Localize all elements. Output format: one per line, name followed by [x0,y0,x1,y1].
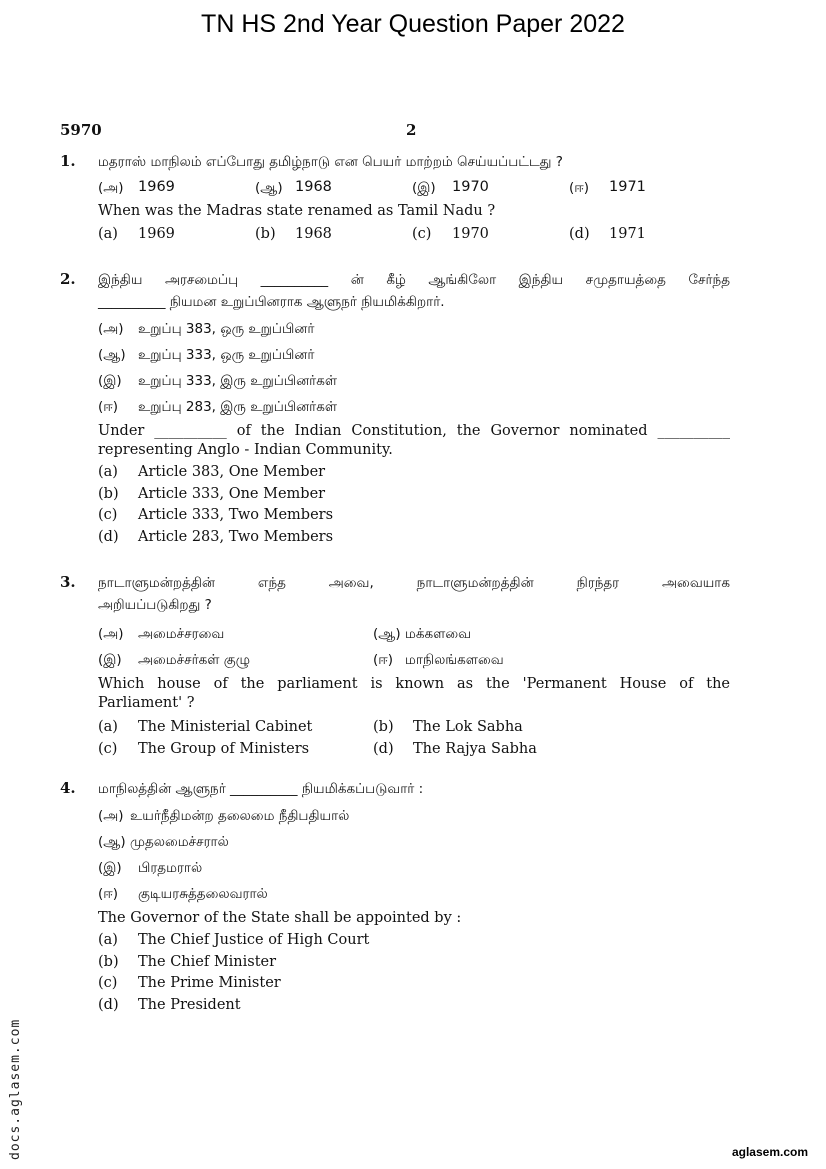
option-label: (b) [98,485,119,502]
option-label: (d) [98,996,119,1013]
option-label: (a) [98,464,118,480]
options-english [98,930,730,1016]
option-text: 1969 [138,226,175,242]
option-label: (a) [98,226,118,242]
option-text: 1968 [295,226,332,242]
options-tamil [98,178,730,198]
option [98,394,730,420]
option [98,855,730,881]
options-english [98,462,730,548]
option [98,462,730,484]
option [373,621,648,647]
question-stem-tamil: இந்திய அரசமைப்பு __________ ன் கீழ் ஆங்கிலோ இந்திய சமுதாயத்தை சேர்ந்த [98,272,730,288]
option-label: (இ) [98,652,122,668]
option-text: The Rajya Sabha [413,740,537,757]
option [98,881,730,907]
option-text: The Ministerial Cabinet [138,719,313,735]
options-tamil [98,803,730,907]
option-label: (ஈ) [98,399,119,415]
option-text: Article 283, Two Members [138,528,334,545]
option-label: (இ) [98,860,122,876]
side-watermark: docs.aglasem.com [8,1018,23,1160]
option-label: (அ) [98,808,124,824]
option-text: உறுப்பு 383, ஒரு உறுப்பினர் [138,321,315,337]
question-stem-tamil: மதராஸ் மாநிலம் எப்போது தமிழ்நாடு என பெயர் மாற்றம் செய்யப்பட்டது ? [98,154,563,170]
option-text: மாநிலங்களவை [405,652,504,668]
option-text: 1968 [295,179,332,195]
option-text: பிரதமரால் [138,860,203,876]
options-english [98,225,730,244]
option-label: (இ) [98,373,122,389]
brand-footer: aglasem.com [731,1145,808,1159]
option-text: The Group of Ministers [138,740,310,757]
option [98,995,730,1017]
option [98,717,373,739]
option-label: (ஆ) [98,834,126,850]
options-english-row-2 [98,739,730,761]
option-text: குடியரசுத்தலைவரால் [138,886,268,902]
option-text: 1969 [138,179,175,195]
question-stem-english-cont: Parliament' ? [98,695,195,711]
option-label: (a) [98,719,118,735]
question-stem-english: Which house of the parliament is known as the 'Permanent House of the [98,676,730,692]
paper-code: 5970 [60,121,102,139]
option [373,717,648,739]
option [98,316,730,342]
option-label: (ஈ) [569,180,590,196]
option-text: மக்களவை [405,626,472,642]
question-number: 3. [60,573,76,591]
option-text: 1971 [609,226,646,242]
question-3 [60,573,730,760]
option [373,739,648,761]
option-text: Article 333, Two Members [138,507,334,523]
option [98,647,373,673]
option [98,342,730,368]
option [373,647,648,673]
option-text: உயர்நீதிமன்ற தலைமை நீதிபதியால் [130,808,350,824]
option [98,225,255,244]
question-stem-english: When was the Madras state renamed as Tamil Nadu ? [98,203,496,219]
option-label: (d) [98,528,119,545]
option-label: (அ) [98,321,124,337]
question-stem-tamil: நாடாளுமன்றத்தின் எந்த அவை, நாடாளுமன்றத்தின் நிரந்தர அவையாக [98,575,730,591]
option [98,739,373,761]
question-number: 4. [60,779,76,797]
question-number: 2. [60,270,76,288]
option-text: Article 333, One Member [138,485,326,502]
option-label: (அ) [98,180,124,196]
question-2 [60,270,730,548]
question-4 [60,779,730,1016]
option-text: The Lok Sabha [413,719,523,735]
page-title: TN HS 2nd Year Question Paper 2022 [201,10,625,38]
option-label: (d) [373,740,394,757]
option-label: (c) [412,226,432,242]
option-label: (c) [98,975,118,991]
option-text: Article 383, One Member [138,464,326,480]
page-number: 2 [406,121,417,139]
question-stem-tamil-cont: __________ நியமன உறுப்பினராக ஆளுநர் நியமிக்கிறார். [98,294,445,310]
option [255,225,412,244]
question-stem-tamil-cont: அறியப்படுகிறது ? [98,597,212,613]
option [98,952,730,974]
options-english-row-1 [98,717,730,739]
option-text: உறுப்பு 333, இரு உறுப்பினர்கள் [138,373,338,389]
option-label: (b) [255,226,276,242]
option-label: (d) [569,226,590,242]
option [412,178,569,198]
question-number: 1. [60,152,76,170]
option-text: அமைச்சர்கள் குழு [138,652,251,668]
option-text: முதலமைச்சரால் [130,834,229,850]
options-tamil [98,316,730,420]
option-label: (ஈ) [98,886,119,902]
option [98,368,730,394]
option [98,621,373,647]
option-label: (b) [98,953,119,970]
option [98,803,730,829]
option-label: (அ) [98,626,124,642]
option-label: (ஆ) [98,347,126,363]
option-label: (c) [98,740,118,757]
question-stem-tamil: மாநிலத்தின் ஆளுநர் __________ நியமிக்கப்படுவார் : [98,781,424,797]
option [98,484,730,506]
option-label: (இ) [412,180,436,196]
option-text: உறுப்பு 283, இரு உறுப்பினர்கள் [138,399,338,415]
question-1 [60,152,730,244]
question-stem-english: Under __________ of the Indian Constitution, the Governor nominated __________ [98,423,730,439]
option [569,178,726,198]
option [98,930,730,952]
option-text: 1970 [452,179,489,195]
option-text: 1970 [452,226,489,242]
option-text: The Chief Justice of High Court [138,932,370,948]
option-label: (c) [98,507,118,523]
option-text: உறுப்பு 333, ஒரு உறுப்பினர் [138,347,315,363]
option [98,505,730,527]
option [98,973,730,995]
option-text: The President [138,996,241,1013]
option-label: (ஈ) [373,652,394,668]
option [412,225,569,244]
option-label: (a) [98,932,118,948]
option [98,829,730,855]
option-label: (b) [373,719,394,735]
option-text: The Prime Minister [138,975,281,991]
question-stem-english-cont: representing Anglo - Indian Community. [98,442,393,458]
option-text: The Chief Minister [138,953,277,970]
option-text: அமைச்சரவை [138,626,225,642]
options-tamil-row-2 [98,647,730,673]
option [255,178,412,198]
option [98,527,730,549]
option [98,178,255,198]
question-stem-english: The Governor of the State shall be appointed by : [98,910,462,926]
options-tamil-row-1 [98,621,730,647]
option-label: (ஆ) [255,180,283,196]
option-label: (ஆ) [373,626,401,642]
option [569,225,726,244]
option-text: 1971 [609,179,646,195]
